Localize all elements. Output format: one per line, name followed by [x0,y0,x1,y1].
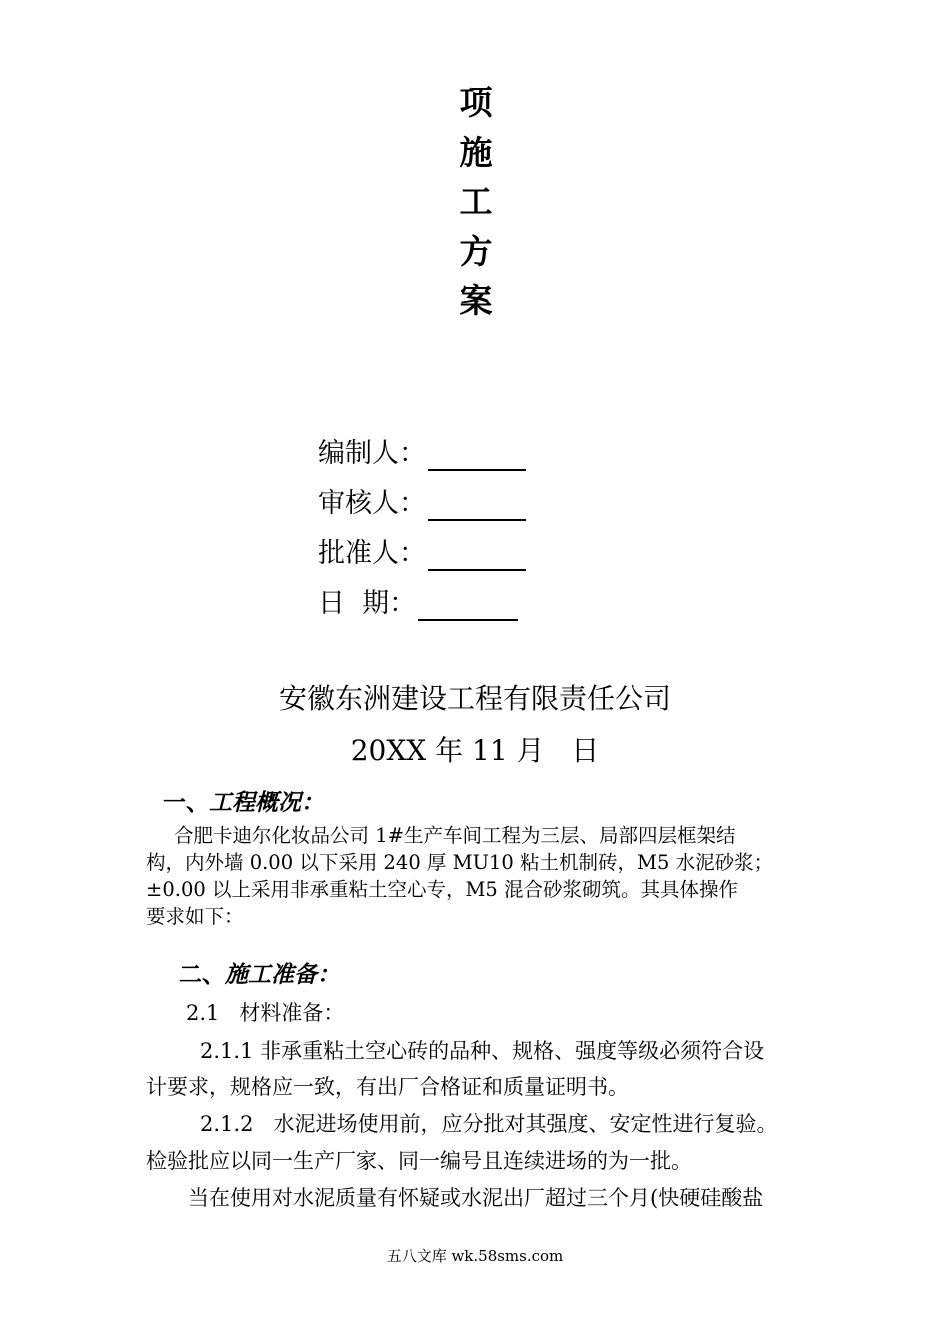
section-heading-overview [163,788,324,818]
signature-row-compiler [318,437,526,471]
signature-row-date [318,587,518,621]
signature-line [428,491,526,521]
company-name: 安徽东洲建设工程有限责任公司 [278,682,671,715]
paragraph-line: 检验批应以同一生产厂家、同一编号且连续进场的为一批。 [146,1149,692,1173]
paragraph-line: 合肥卡迪尔化妆品公司 1#生产车间工程为三层、局部四层框架结 [174,824,736,847]
subsection-heading: 2.1 材料准备： [186,1001,345,1025]
signature-row-approver [318,537,526,571]
title-char: 案 [459,281,493,320]
footer-watermark: 五八文库 wk.58sms.com [386,1247,564,1265]
title-char: 项 [459,83,493,122]
signature-label: 批准人： [318,538,426,569]
paragraph-line: 2.1.1 非承重粘土空心砖的品种、规格、强度等级必须符合设 [200,1039,765,1063]
title-char: 工 [459,182,493,221]
paragraph-line: ±0.00 以上采用非承重粘土空心专，M5 混合砂浆砌筑。其具体操作 [146,878,739,901]
section-number: 一、 [163,789,209,816]
title-char: 施 [459,132,493,172]
section-heading-preparation [179,960,340,990]
section-title: 施工准备： [225,961,340,988]
paragraph-line: 构，内外墙 0.00 以下采用 240 厚 MU10 粘土机制砖，M5 水泥砂浆； [146,851,774,874]
paragraph-line: 要求如下： [146,905,244,928]
signature-label: 审核人： [318,488,426,519]
document-date: 20XX 年 11 月 日 [350,734,600,767]
signature-line [428,441,526,471]
title-char: 方 [459,231,493,271]
section-title: 工程概况： [209,789,324,816]
signature-label: 日 期： [318,588,417,619]
paragraph-line: 2.1.2 水泥进场使用前，应分批对其强度、安定性进行复验。 [200,1112,778,1136]
paragraph-line: 当在使用对水泥质量有怀疑或水泥出厂超过三个月(快硬硅酸盐 [188,1186,764,1210]
document-title [452,78,500,326]
signature-line [418,591,518,621]
section-number: 二、 [179,961,225,988]
signature-label: 编制人： [318,438,426,469]
signature-row-reviewer [318,487,526,521]
signature-line [428,541,526,571]
paragraph-line: 计要求，规格应一致，有出厂合格证和质量证明书。 [146,1075,629,1099]
